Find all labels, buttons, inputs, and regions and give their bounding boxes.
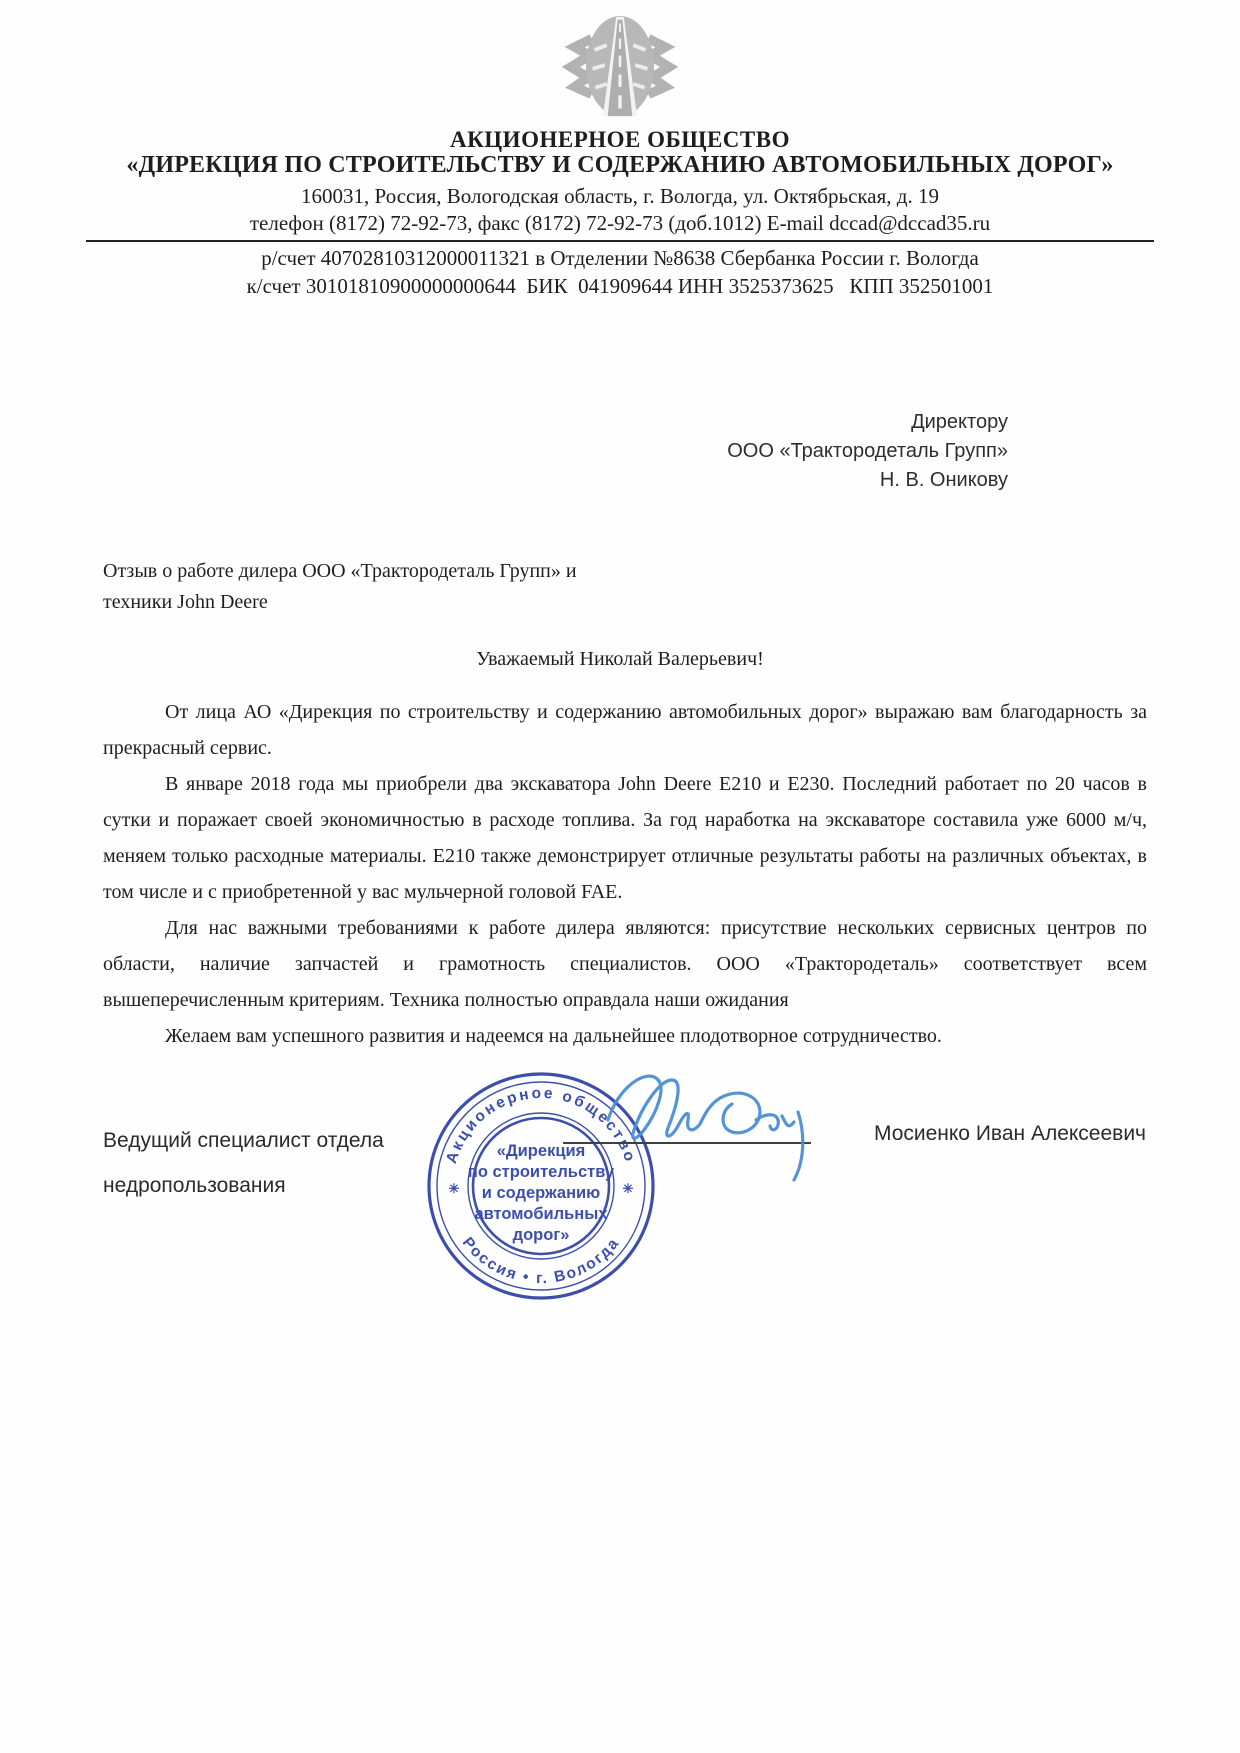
letter-body	[103, 694, 1147, 1054]
org-type-line: АКЦИОНЕРНОЕ ОБЩЕСТВО	[450, 127, 790, 152]
org-address-line: 160031, Россия, Вологодская область, г. Вологда, ул. Октябрьская, д. 19	[301, 184, 939, 208]
stamp-ring-top-text: Акционерное общество	[443, 1084, 639, 1166]
signer-name: Мосиенко Иван Алексеевич	[873, 1122, 1146, 1145]
road-emblem-logo	[562, 14, 678, 118]
signer-position-block	[103, 1118, 384, 1208]
body-paragraph-3: Для нас важными требованиями к работе дилера являются: присутствие нескольких сервисных центров по области, наличие запчастей и грамотность специалистов. ООО «Трактородеталь» соответствует всем вышеперечисленным критериям. Техника полностью оправдала наши ожидания	[103, 917, 1147, 1011]
svg-text:дорог»: дорог»	[512, 1226, 570, 1244]
signer-position-line-2: недропользования	[103, 1174, 286, 1197]
subject-line-1: Отзыв о работе дилера ООО «Трактородеталь Групп» и	[103, 560, 577, 582]
letterhead-divider	[86, 240, 1154, 242]
stamp-star-left-icon: ✳	[448, 1181, 460, 1196]
body-paragraph-2: В январе 2018 года мы приобрели два экскаватора John Deere E210 и E230. Последний работает по 20 часов в сутки и поражает своей экономичностью в расходе топлива. За год наработка на экскаваторе составила уже 6000 м/ч, меняем только расходные материалы. Е210 также демонстрирует отличные результаты работы на различных объектах, в том числе и с приобретенной у вас мульчерной головой FAE.	[103, 773, 1147, 903]
body-paragraph-1: От лица АО «Дирекция по строительству и содержанию автомобильных дорог» выражаю вам благодарность за прекрасный сервис.	[103, 701, 1147, 759]
recipient-block	[727, 408, 1008, 495]
subject-line-2: техники John Deere	[103, 591, 268, 613]
stamp-ring-bottom-text: Россия • г. Вологда	[458, 1234, 624, 1288]
subject-block	[103, 556, 577, 618]
recipient-company: ООО «Трактородеталь Групп»	[727, 440, 1008, 462]
recipient-title: Директору	[911, 411, 1008, 433]
bank-details-line: к/счет 30101810900000000644 БИК 041909644 ИНН 3525373625 КПП 352501001	[246, 274, 994, 298]
recipient-person: Н. В. Оникову	[879, 469, 1008, 491]
svg-text:и содержанию: и содержанию	[481, 1184, 601, 1202]
org-name-line: «ДИРЕКЦИЯ ПО СТРОИТЕЛЬСТВУ И СОДЕРЖАНИЮ АВТОМОБИЛЬНЫХ ДОРОГ»	[126, 152, 1114, 178]
org-contacts-line: телефон (8172) 72-92-73, факс (8172) 72-92-73 (доб.1012) E-mail dccad@dccad35.ru	[249, 211, 991, 235]
svg-text:автомобильных: автомобильных	[474, 1205, 608, 1223]
handwritten-signature	[560, 1058, 820, 1188]
svg-text:«Дирекция: «Дирекция	[496, 1142, 586, 1160]
signer-position-line-1: Ведущий специалист отдела	[103, 1129, 384, 1152]
body-paragraph-4: Желаем вам успешного развития и надеемся на дальнейшее плодотворное сотрудничество.	[165, 1025, 942, 1047]
stamp-star-right-icon: ✳	[622, 1181, 634, 1196]
svg-text:по строительству: по строительству	[467, 1163, 615, 1181]
salutation-line: Уважаемый Николай Валерьевич!	[476, 648, 764, 670]
bank-account-line: р/счет 40702810312000011321 в Отделении №8638 Сбербанка России г. Вологда	[261, 246, 979, 270]
